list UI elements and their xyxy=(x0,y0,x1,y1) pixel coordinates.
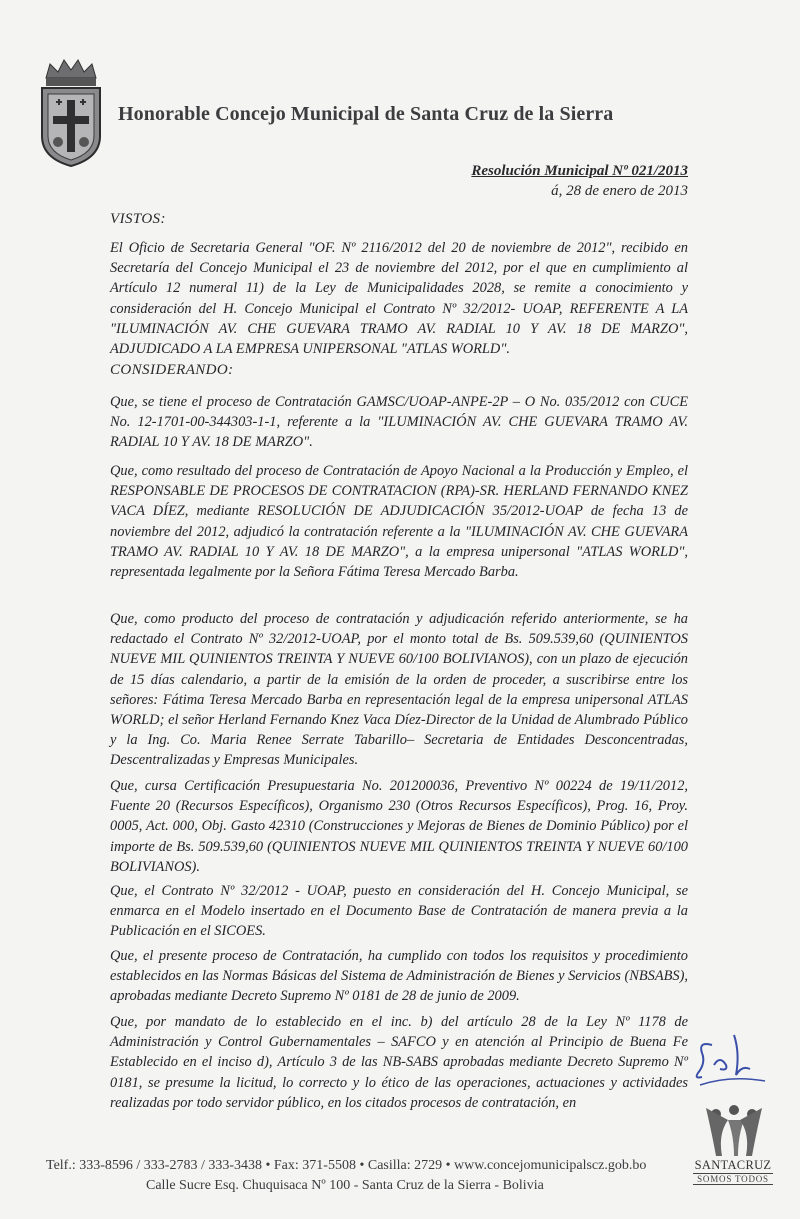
coat-of-arms-icon xyxy=(36,58,106,168)
paragraph-5: Que, el Contrato Nº 32/2012 - UOAP, puesto en consideración del H. Concejo Municipal, se enmarca en el Modelo insertado en el Documento Base de Contratación de manera previa a la Publicación en el SICOES. xyxy=(110,883,688,940)
considerando-heading: CONSIDERANDO: xyxy=(110,362,234,378)
footer-contact: Telf.: 333-8596 / 333-2783 / 333-3438 • Fax: 371-5508 • Casilla: 2729 • www.concejomunicipalscz.gob.bo xyxy=(46,1158,647,1173)
paragraph-2: Que, como resultado del proceso de Contratación de Apoyo Nacional a la Producción y Empleo, el RESPONSABLE DE PROCESOS DE CONTRATACION (RPA)-SR. HERLAND FERNANDO KNEZ VACA DÍEZ, mediante RESOLUCIÓN DE ADJUDICACIÓN 35/2012-UOAP de fecha 13 de noviembre del 2012, adjudicó la contratación referente a la "ILUMINACIÓN AV. CHE GUEVARA TRAMO AV. RADIAL 10 Y AV. 18 DE MARZO", a la empresa unipersonal "ATLAS WORLD", representada legalmente por la Señora Fátima Teresa Mercado Barba. xyxy=(110,463,688,581)
logo-slogan-wrapper xyxy=(685,1174,781,1184)
handwritten-signature-icon xyxy=(690,1025,770,1095)
paragraph-6: Que, el presente proceso de Contratación, ha cumplido con todos los requisitos y procedimiento establecidos en las Normas Básicas del Sistema de Administración de Bienes y Servicios (NBSABS), aprobadas mediante Decreto Supremo Nº 0181 de 28 de junio de 2009. xyxy=(110,948,688,1005)
logo-name: SANTACRUZ xyxy=(694,1158,772,1172)
paragraph-1: Que, se tiene el proceso de Contratación GAMSC/UOAP-ANPE-2P – O No. 035/2012 con CUCE No. 12-1701-00-344303-1-1, referente a la "ILUMINACIÓN AV. CHE GUEVARA TRAMO AV. RADIAL 10 Y AV. 18 DE MARZO". xyxy=(110,394,688,451)
logo-slogan: SOMOS TODOS xyxy=(693,1173,773,1185)
paragraph-3: Que, como producto del proceso de contratación y adjudicación referido anteriormente, se ha redactado el Contrato Nº 32/2012-UOAP, por el monto total de Bs. 509.539,60 (QUINIENTOS NUEVE MIL QUINIENTOS TREINTA Y NUEVE 60/100 BOLIVIANOS), con un plazo de ejecución de 15 días calendario, a partir de la emisión de la orden de proceder, a suscribirse entre los señores: Fátima Teresa Mercado Barba en representación legal de la empresa unipersonal ATLAS WORLD; el señor Herland Fernando Knez Vaca Díez-Director de la Unidad de Alumbrado Público y la Ing. Co. Maria Renee Serrate Tabarillo– Secretaria de Entidades Desconcentradas, Descentralizadas y Empresas Municipales. xyxy=(110,611,688,769)
paragraph-7: Que, por mandato de lo establecido en el inc. b) del artículo 28 de la Ley Nº 1178 de Administración y Control Gubernamentales – SAFCO y en atención al Principio de Buena Fe Establecido en el inciso d), Artículo 3 de las NB-SABS aprobadas mediante Decreto Supremo Nº 0181, se presume la licitud, lo correcto y lo ético de las operaciones, actuaciones y actividades realizadas por todo servidor público, en los citados procesos de contratación, en xyxy=(110,1014,688,1111)
institution-title: Honorable Concejo Municipal de Santa Cruz de la Sierra xyxy=(118,103,614,125)
santa-cruz-logo-icon xyxy=(694,1100,774,1160)
resolution-date: á, 28 de enero de 2013 xyxy=(551,183,688,199)
vistos-heading: VISTOS: xyxy=(110,211,166,227)
vistos-paragraph: El Oficio de Secretaria General "OF. Nº 2116/2012 del 20 de noviembre de 2012", recibido en Secretaría del Concejo Municipal el 23 de noviembre del 2012, por el que en cumplimiento al Artículo 12 numeral 11) de la Ley de Municipalidades 2028, se remite a conocimiento y consideración del H. Concejo Municipal el Contrato Nº 32/2012- UOAP, REFERENTE A LA "ILUMINACIÓN AV. CHE GUEVARA TRAMO AV. RADIAL 10 Y AV. 18 DE MARZO", ADJUDICADO A LA EMPRESA UNIPERSONAL "ATLAS WORLD". xyxy=(110,240,688,358)
resolution-number: Resolución Municipal Nº 021/2013 xyxy=(471,163,688,179)
paragraph-4: Que, cursa Certificación Presupuestaria No. 201200036, Preventivo Nº 00224 de 19/11/2012, Fuente 20 (Recursos Específicos), Organismo 230 (Otros Recursos Específicos), Prog. 16, Proy. 0005, Act. 000, Obj. Gasto 42310 (Construcciones y Mejoras de Bienes de Dominio Público) por el importe de Bs. 509.539,60 (QUINIENTOS NUEVE MIL QUINIENTOS TREINTA Y NUEVE 60/100 BOLIVIANOS). xyxy=(110,778,688,875)
footer-address: Calle Sucre Esq. Chuquisaca Nº 100 - Santa Cruz de la Sierra - Bolivia xyxy=(146,1178,544,1193)
